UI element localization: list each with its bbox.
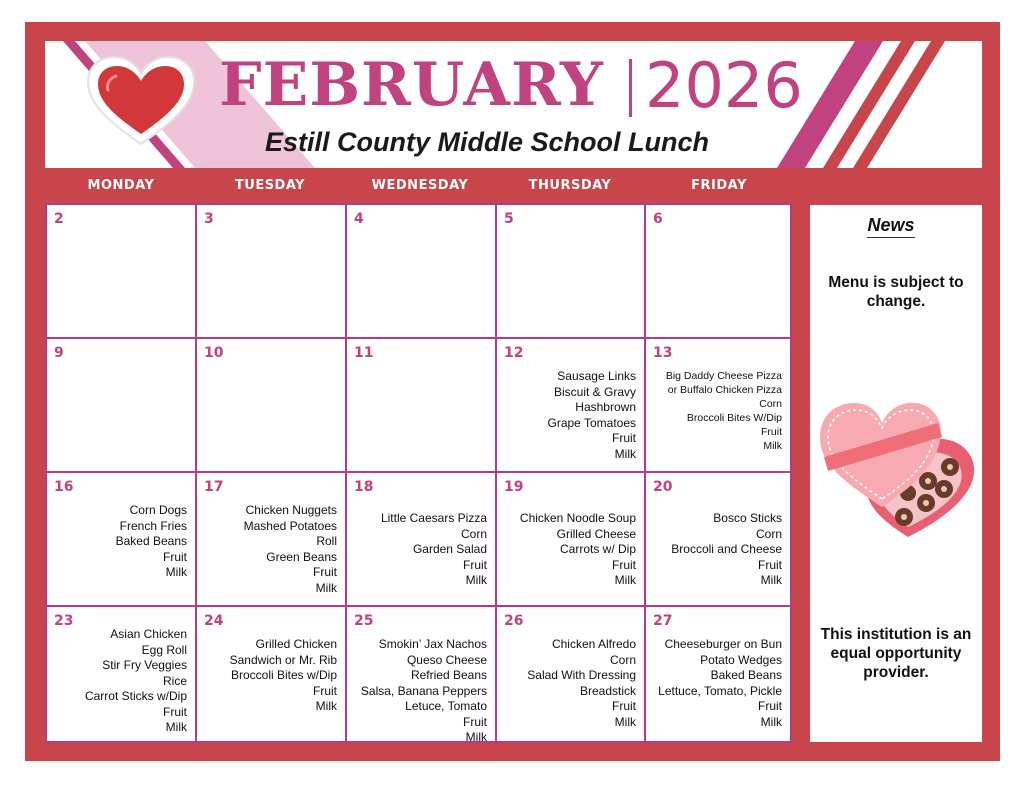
day-number: 13	[653, 345, 673, 361]
menu-item: Hashbrown	[575, 400, 636, 414]
menu-item: Mashed Potatoes	[243, 518, 337, 533]
chocolate-box-icon	[816, 395, 978, 545]
menu-change-notice: Menu is subject to change.	[828, 274, 964, 310]
menu-item: Fruit	[313, 683, 337, 698]
menu-item: Smokin’ Jax Nachos	[378, 637, 487, 651]
day-header-friday: FRIDAY	[691, 178, 747, 193]
day-number: 26	[504, 613, 524, 629]
menu-item: Milk	[614, 714, 636, 729]
menu-item: Chicken Noodle Soup	[519, 511, 636, 525]
menu-item: Milk	[165, 565, 187, 579]
news-title-underline	[867, 237, 915, 238]
day-number: 11	[354, 345, 374, 361]
day-number: 10	[204, 345, 224, 361]
menu-item: Milk	[315, 580, 337, 595]
day-number: 4	[354, 211, 364, 227]
day-cell	[644, 471, 792, 605]
day-cell	[495, 203, 644, 337]
day-number: 27	[653, 613, 673, 629]
day-cell	[644, 605, 792, 743]
menu-item: Fruit	[612, 699, 636, 713]
menu-item: Corn Dogs	[129, 503, 187, 517]
day-cell	[45, 605, 195, 743]
day-cell	[195, 471, 345, 605]
day-cell	[495, 471, 644, 605]
menu-item: Fruit	[612, 431, 636, 445]
day-cell	[45, 337, 195, 471]
menu-item: Asian Chicken	[110, 627, 187, 641]
menu-list	[381, 511, 487, 589]
menu-item: Fruit	[163, 549, 187, 564]
menu-item: Milk	[760, 573, 782, 587]
menu-list	[520, 511, 636, 589]
day-cell	[345, 471, 495, 605]
menu-item: Rice	[162, 673, 187, 688]
menu-item: Fruit	[163, 704, 187, 719]
day-number: 23	[54, 613, 74, 629]
day-number: 12	[504, 345, 524, 361]
day-number: 9	[54, 345, 64, 361]
day-number: 16	[54, 479, 74, 495]
menu-list	[361, 637, 487, 746]
month-title: FEBRUARY	[219, 50, 604, 120]
menu-item: Little Caesars Pizza	[380, 511, 487, 525]
menu-item: Broccoli Bites w/Dip	[230, 668, 337, 682]
menu-item: Fruit	[313, 565, 337, 579]
day-cell	[345, 203, 495, 337]
menu-list	[244, 503, 337, 596]
menu-list	[658, 637, 782, 730]
menu-item: Corn	[609, 652, 636, 667]
menu-item: Breadstick	[579, 683, 636, 698]
menu-item: Egg Roll	[141, 642, 187, 657]
menu-item: French Fries	[119, 518, 187, 533]
menu-item: Green Beans	[266, 549, 337, 564]
menu-item: Baked Beans	[115, 534, 187, 548]
menu-item: Fruit	[758, 699, 782, 713]
menu-item: Garden Salad	[412, 542, 487, 556]
day-header-monday: MONDAY	[87, 178, 155, 193]
day-number: 2	[54, 211, 64, 227]
day-cell	[644, 337, 792, 471]
day-header-tuesday: TUESDAY	[234, 178, 306, 193]
menu-item: Milk	[315, 699, 337, 713]
menu-item: Letuce, Tomato	[405, 699, 487, 713]
menu-item: Salad With Dressing	[527, 668, 636, 682]
menu-item: Grilled Cheese	[556, 526, 636, 541]
menu-item: Salsa, Banana Peppers	[360, 683, 487, 698]
menu-item: Refried Beans	[410, 668, 487, 682]
heart-icon	[86, 56, 196, 148]
menu-item: Milk	[763, 440, 782, 452]
menu-item: Milk	[614, 573, 636, 587]
year-title: 2026	[645, 49, 803, 122]
menu-item: Milk	[760, 714, 782, 729]
day-number: 19	[504, 479, 524, 495]
menu-item: Lettuce, Tomato, Pickle	[658, 683, 782, 698]
equal-opportunity-statement: This institution is an equal opportunity provider.	[820, 626, 972, 681]
day-cell	[345, 605, 495, 743]
day-cell	[345, 337, 495, 471]
day-cell	[195, 337, 345, 471]
menu-list	[548, 369, 637, 462]
day-number: 24	[204, 613, 224, 629]
day-cell	[495, 337, 644, 471]
news-title: News	[867, 215, 915, 235]
day-cell	[644, 203, 792, 337]
menu-list	[671, 511, 782, 589]
menu-item: Corn	[759, 398, 782, 410]
menu-item: Milk	[614, 446, 636, 461]
day-header-thursday: THURSDAY	[528, 178, 612, 193]
menu-item: Milk	[465, 730, 487, 744]
menu-item: Fruit	[758, 557, 782, 572]
menu-item: Fruit	[612, 557, 636, 572]
day-cell	[195, 203, 345, 337]
menu-list	[666, 369, 782, 453]
menu-item: Corn	[755, 526, 782, 541]
day-cell	[195, 605, 345, 743]
menu-item: Chicken Nuggets	[245, 503, 337, 517]
menu-item: Grilled Chicken	[255, 637, 337, 651]
menu-item: Cheeseburger on Bun	[664, 637, 782, 651]
day-header-wednesday: WEDNESDAY	[371, 178, 469, 193]
school-subtitle: Estill County Middle School Lunch	[265, 127, 709, 157]
menu-item: Chicken Alfredo	[551, 637, 636, 651]
day-number: 5	[504, 211, 514, 227]
menu-item: Potato Wedges	[700, 652, 782, 667]
title-separator	[629, 59, 632, 117]
menu-item: Stir Fry Veggies	[102, 658, 187, 672]
day-cell	[495, 605, 644, 743]
menu-item: Biscuit & Gravy	[553, 384, 636, 399]
day-number: 20	[653, 479, 673, 495]
menu-list	[230, 637, 337, 715]
menu-item: Broccoli Bites W/Dip	[686, 412, 782, 424]
menu-list	[85, 627, 187, 736]
menu-item: Big Daddy Cheese Pizza	[665, 370, 782, 382]
menu-item: Queso Cheese	[406, 652, 487, 667]
day-number: 18	[354, 479, 374, 495]
menu-item: Corn	[460, 526, 487, 541]
day-cell	[45, 471, 195, 605]
menu-item: Fruit	[463, 557, 487, 572]
menu-item: Fruit	[761, 426, 782, 438]
day-number: 17	[204, 479, 224, 495]
menu-item: Grape Tomatoes	[547, 415, 636, 430]
menu-item: Sausage Links	[557, 369, 636, 383]
menu-item: Bosco Sticks	[713, 511, 782, 525]
day-number: 3	[204, 211, 214, 227]
menu-item: Broccoli and Cheese	[671, 542, 782, 556]
menu-item: Baked Beans	[710, 668, 782, 682]
menu-item: Milk	[165, 720, 187, 734]
menu-item: Carrot Sticks w/Dip	[84, 689, 187, 703]
menu-item: or Buffalo Chicken Pizza	[667, 384, 782, 396]
day-number: 25	[354, 613, 374, 629]
day-number: 6	[653, 211, 663, 227]
menu-list	[527, 637, 636, 730]
menu-item: Milk	[465, 573, 487, 587]
menu-item: Sandwich or Mr. Rib	[229, 652, 337, 667]
menu-item: Fruit	[463, 714, 487, 729]
menu-item: Carrots w/ Dip	[559, 542, 636, 556]
day-cell	[45, 203, 195, 337]
news-panel	[810, 205, 982, 742]
menu-list	[116, 503, 187, 581]
menu-item: Roll	[316, 534, 337, 548]
